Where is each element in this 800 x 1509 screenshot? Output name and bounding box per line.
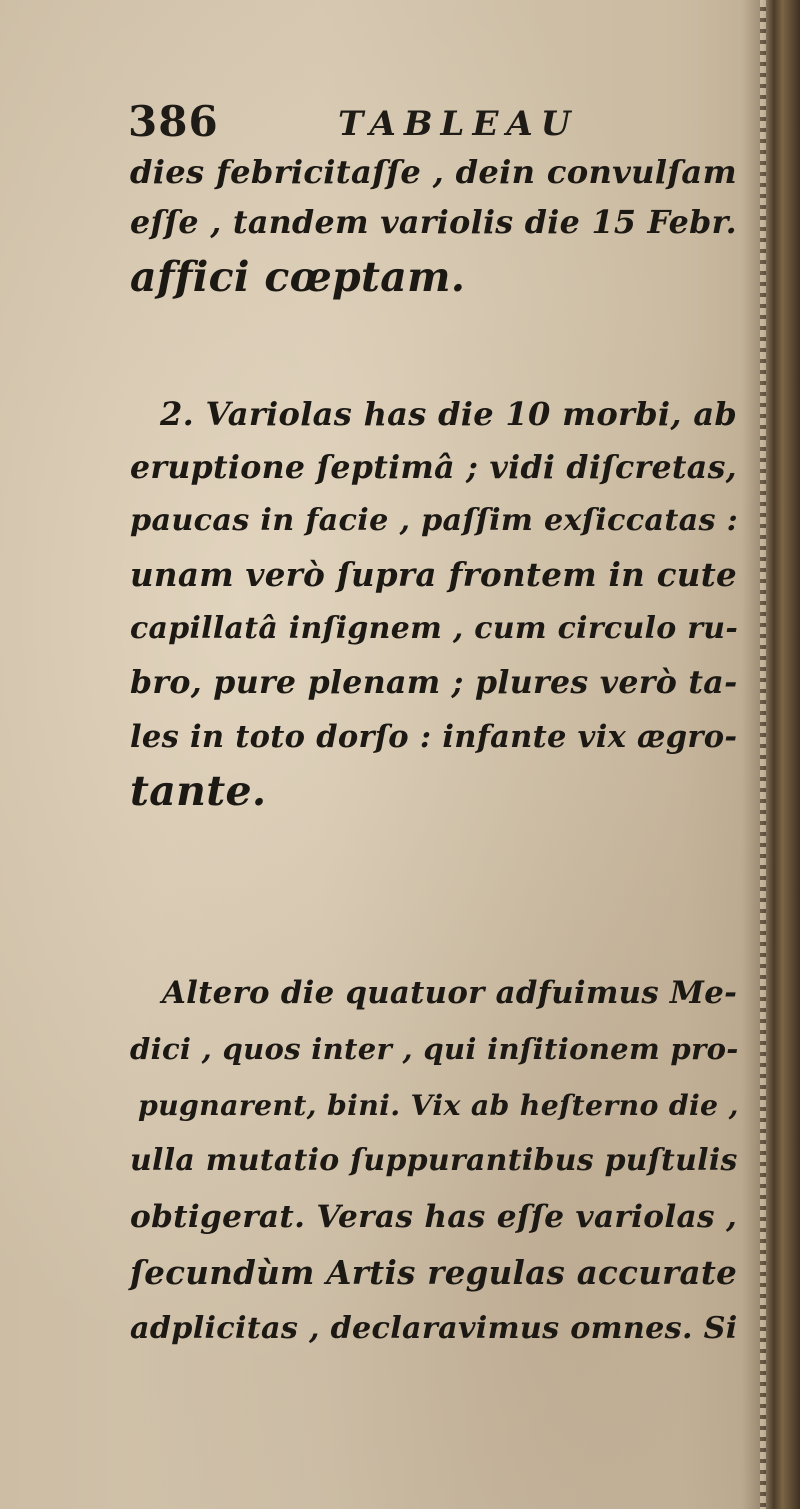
paragraph-1-line-2: eſſe , tandem variolis die 15 Febr. — [130, 204, 738, 241]
paragraph-2-line-5: capillatâ inſignem , cum circulo ru- — [130, 611, 739, 646]
paragraph-3-line-7: adplicitas , declaravimus omnes. Si — [130, 1311, 738, 1346]
page-number: 386 — [128, 97, 219, 146]
paragraph-3-line-1: Altero die quatuor adfuimus Me- — [162, 975, 738, 1011]
paragraph-2-line-2: eruptione ſeptimâ ; vidi diſcretas, — [130, 449, 737, 486]
running-head — [128, 97, 688, 146]
paragraph-2-line-8: tante. — [130, 767, 267, 815]
paragraph-2-line-6: bro, pure plenam ; plures verò ta- — [130, 664, 738, 701]
paragraph-3-line-5: obtigerat. Veras has eſſe variolas , — [130, 1199, 738, 1235]
paragraph-1-line-1: dies febricitaſſe , dein convulſam — [130, 153, 737, 191]
paragraph-1-line-3: affici cœptam. — [130, 253, 466, 301]
paragraph-3-line-2: dici , quos inter , qui inſitionem pro- — [130, 1032, 739, 1066]
running-head-title: TABLEAU — [338, 104, 579, 144]
paragraph-2-line-7: les in toto dorſo : infante vix ægro- — [130, 719, 738, 755]
paragraph-3-line-4: ulla mutatio ſuppurantibus puſtulis — [130, 1143, 738, 1178]
paragraph-3-line-3: pugnarent, bini. Vix ab heſterno die , — [138, 1088, 739, 1122]
page-edge-shadow — [742, 0, 800, 1509]
paragraph-2-line-3: paucas in facie , paſſim exſiccatas : — [130, 503, 739, 538]
paragraph-3-line-6: ſecundùm Artis regulas accurate — [130, 1254, 738, 1292]
paragraph-2-line-4: unam verò ſupra frontem in cute — [130, 555, 738, 594]
paragraph-2-line-1: 2. Variolas has die 10 morbi, ab — [160, 395, 738, 433]
